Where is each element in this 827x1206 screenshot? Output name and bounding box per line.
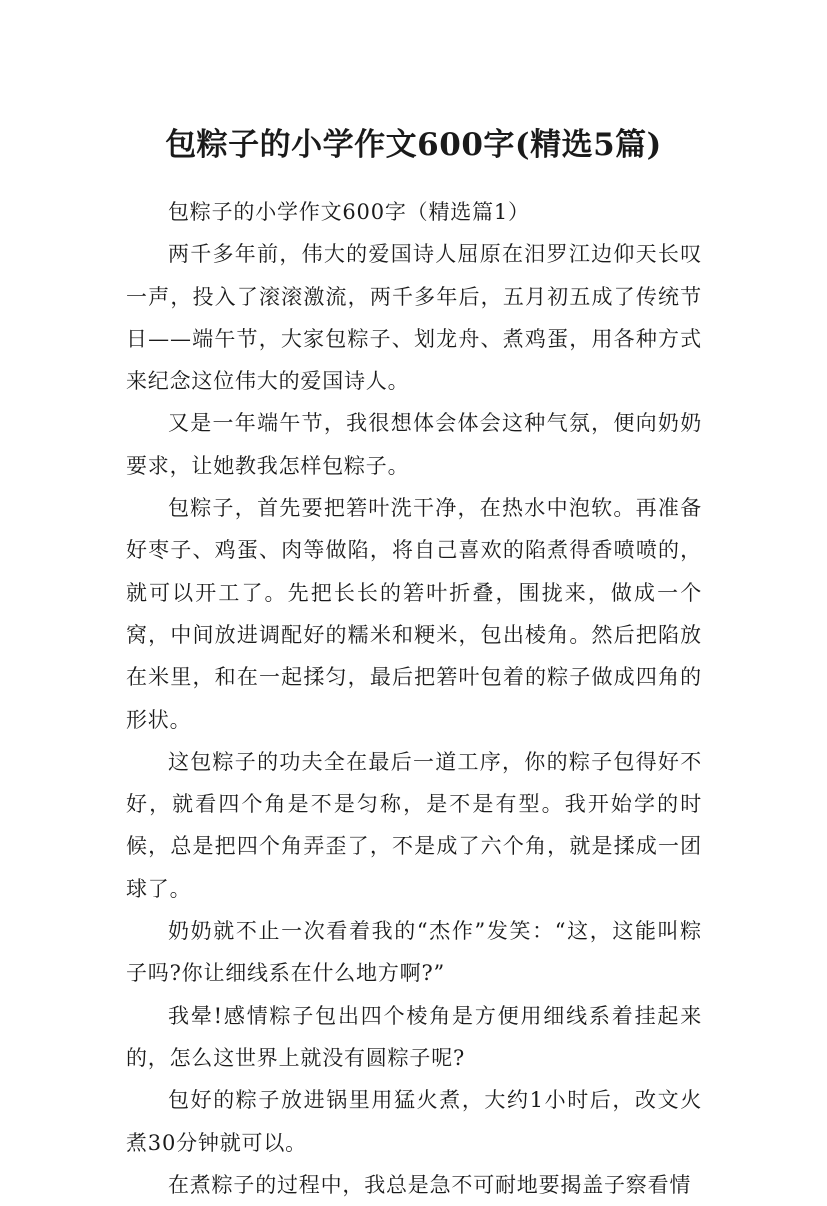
paragraph: 我晕!感情粽子包出四个棱角是方便用细线系着挂起来的，怎么这世界上就没有圆粽子呢? bbox=[126, 1003, 702, 1070]
paragraph: 又是一年端午节，我很想体会体会这种气氛，便向奶奶要求，让她教我怎样包粽子。 bbox=[126, 411, 702, 478]
document-title: 包粽子的小学作文600字(精选5篇) bbox=[165, 126, 662, 163]
paragraph: 奶奶就不止一次看着我的“杰作”发笑：“这，这能叫粽子吗?你让细线系在什么地方啊?” bbox=[126, 919, 702, 986]
paragraph: 这包粽子的功夫全在最后一道工序，你的粽子包得好不好，就看四个角是不是匀称，是不是有型。我开始学的时候，总是把四个角弄歪了，不是成了六个角，就是揉成一团球了。 bbox=[126, 749, 702, 901]
paragraph: 在煮粽子的过程中，我总是急不可耐地要揭盖子察看情 bbox=[168, 1172, 692, 1197]
section-heading: 包粽子的小学作文600字（精选篇1） bbox=[168, 200, 530, 224]
paragraph: 包粽子，首先要把箬叶洗干净，在热水中泡软。再准备好枣子、鸡蛋、肉等做陷，将自己喜欢的陷煮得香喷喷的，就可以开工了。先把长长的箬叶折叠，围拢来，做成一个窝，中间放进调配好的糯米和粳米，包出棱角。然后把陷放在米里，和在一起揉匀，最后把箬叶包着的粽子做成四角的形状。 bbox=[126, 496, 702, 732]
document-body bbox=[126, 191, 702, 1206]
paragraph: 包好的粽子放进锅里用猛火煮，大约1小时后，改文火煮30分钟就可以。 bbox=[126, 1088, 702, 1155]
paragraph: 两千多年前，伟大的爱国诗人屈原在汨罗江边仰天长叹一声，投入了滚滚激流，两千多年后，五月初五成了传统节日——端午节，大家包粽子、划龙舟、煮鸡蛋，用各种方式来纪念这位伟大的爱国诗人。 bbox=[126, 242, 702, 394]
